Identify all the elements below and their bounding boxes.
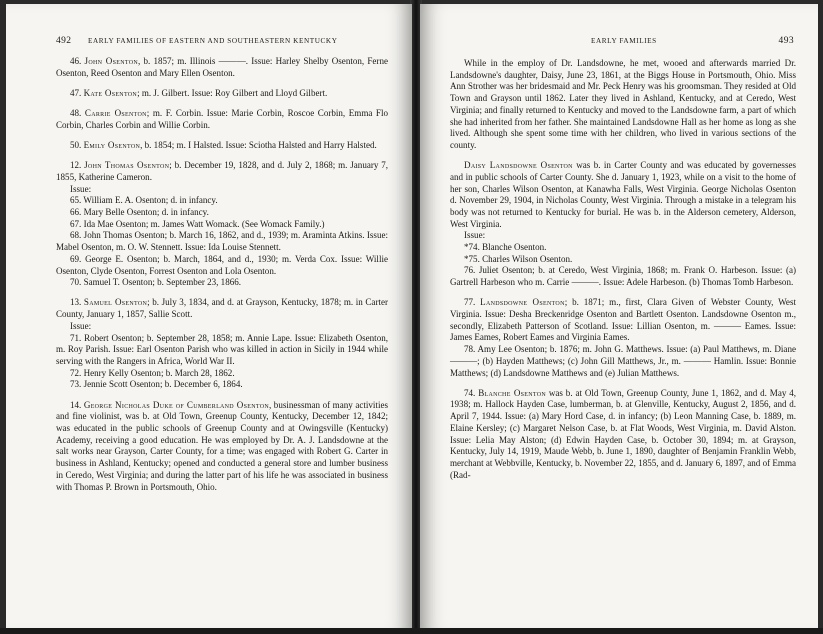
left-page: [6, 4, 412, 632]
child-entry: *75. Charles Wilson Osenton.: [464, 253, 573, 264]
issue-label: Issue:: [464, 230, 486, 241]
person-name: George Nicholas Duke of Cumberland Osenton: [83, 399, 269, 410]
person-name: Landsdowne Osenton: [480, 297, 565, 308]
child-entry: 66. Mary Belle Osenton; d. in infancy.: [70, 207, 209, 218]
child-entry: 67. Ida Mae Osenton; m. James Watt Womack. (See Womack Family.): [70, 218, 325, 229]
child-entry: 78. Amy Lee Osenton; b. 1876; m. John G. Matthews. Issue: (a) Paul Matthews, m. Diane ———; (b) Hayden Matthews; (c) John Gill Matthews, Jr., m. ——— Hamlin. Issue: Bonnie Matthews; (d) Landsdowne Matthews and (e) Julian Matthews.: [450, 344, 796, 378]
child-entry: 69. George E. Osenton; b. March, 1864, and d., 1930; m. Verda Cox. Issue: Willie Osenton, Clyde Osenton, Forrest Osenton and Lola Osenton.: [56, 253, 388, 276]
right-page-number: 493: [778, 36, 794, 46]
child-entry: 70. Samuel T. Osenton; b. September 23, 1866.: [70, 277, 242, 288]
left-page-body: [56, 56, 388, 502]
issue-label: Issue:: [70, 183, 92, 194]
entry-paragraph: 50. Emily Osenton, b. 1854; m. I Halsted. Issue: Sciotha Halsted and Harry Halsted.: [70, 140, 377, 151]
entry-paragraph: 14. George Nicholas Duke of Cumberland Osenton, businessman of many activities and fine violinist, was b. at Old Town, Greenup County, Kentucky, December 12, 1842; was educated in the public schools of Greenup County and at Owingsville (Kentucky) Academy, receiving a good education. He was employed by Dr. A. J. Landsdowne at the salt works near Grayson, Carter County, for a time; was engaged with Robert G. Carter in business in Ashland, Kentucky; opened and conducted a general store and lumber business in Ceredo, West Virginia; and during the latter part of his life he was associated in business with Thomas P. Brown in Portsmouth, Ohio.: [56, 399, 388, 492]
person-name: John Thomas Osenton: [84, 160, 170, 171]
entry-paragraph: 47. Kate Osenton; m. J. Gilbert. Issue: Roy Gilbert and Lloyd Gilbert.: [70, 87, 328, 98]
entry-paragraph: 46. John Osenton, b. 1857; m. Illinois ———. Issue: Harley Shelby Osenton, Ferne Osenton, Reed Osenton and Mary Ellen Osenton.: [56, 56, 388, 78]
right-running-head: EARLY FAMILIES: [591, 37, 657, 45]
child-entry: 72. Henry Kelly Osenton; b. March 28, 1862.: [70, 367, 235, 378]
right-page-body: [450, 58, 796, 490]
right-page: [420, 4, 818, 632]
issue-label: Issue:: [70, 320, 92, 331]
child-entry: 65. William E. A. Osenton; d. in infancy.: [70, 195, 218, 206]
continued-paragraph: While in the employ of Dr. Landsdowne, he met, wooed and afterwards married Dr. Landsdowne's daughter, Daisy, June 23, 1861, at the Biggs House in Portsmouth, Ohio. Miss Ann Strother was her bridesmaid and Mr. Peck Henry was his groomsman. They resided at Old Town and Grayson until 1862. Later they lived in Ashland, Kentucky, and at Ceredo, West Virginia; and finally returned to Kentucky and moved to the Landsdowne farm, a part of which she had inherited from her father. She maintained Landsdowne Hall as her home as long as she lived. Although she spent some time with her children, who lived in various sections of the county.: [450, 58, 796, 150]
person-name: Kate Osenton: [83, 87, 138, 98]
child-entry: 73. Jennie Scott Osenton; b. December 6, 1864.: [70, 379, 243, 390]
entry-paragraph: 77. Landsdowne Osenton; b. 1871; m., first, Clara Given of Webster County, West Virginia. Issue: Desha Breckenridge Osenton and Bartlett Osenton. Landsdowne Osenton m., secondly, Elizabeth Patterson of Scotland. Issue: Lillian Osenton, m. ——— Eames. Issue: James Eames, Robert Eames and Virginia Eames.: [450, 297, 796, 343]
left-page-number: 492: [56, 36, 72, 46]
child-entry: 68. John Thomas Osenton; b. March 16, 1862, and d., 1939; m. Araminta Atkins. Issue: Mabel Osenton, m. O. W. Stennett. Issue: Ida Louise Stennett.: [56, 230, 388, 253]
child-entry: 76. Juliet Osenton; b. at Ceredo, West Virginia, 1868; m. Frank O. Harbeson. Issue: (a) Gartrell Harbeson who m. Carrie ———. Issue: Adele Harbeson. (b) Thomas Tomb Harbeson.: [450, 265, 796, 288]
entry-paragraph: 12. John Thomas Osenton; b. December 19, 1828, and d. July 2, 1868; m. January 7, 1855, Katherine Cameron.: [56, 160, 389, 182]
person-name: Samuel Osenton: [83, 297, 148, 308]
person-name: John Osenton: [84, 56, 138, 66]
left-running-head: EARLY FAMILIES OF EASTERN AND SOUTHEASTERN KENTUCKY: [88, 37, 338, 45]
entry-paragraph: 48. Carrie Osenton; m. F. Corbin. Issue: Marie Corbin, Roscoe Corbin, Emma Flo Corbin, Charles Corbin and Willie Corbin.: [56, 108, 389, 130]
person-name: Emily Osenton: [83, 140, 141, 151]
entry-paragraph: 13. Samuel Osenton; b. July 3, 1834, and d. at Grayson, Kentucky, 1878; m. in Carter County, January 1, 1857, Sallie Scott.: [56, 297, 389, 320]
child-entry: *74. Blanche Osenton.: [464, 242, 547, 253]
person-name: Daisy Landsdowne Osenton: [464, 160, 573, 171]
child-entry: 71. Robert Osenton; b. September 28, 1858; m. Annie Lape. Issue: Elizabeth Osenton, m. Roy Parish. Issue: Earl Osenton Parish who was killed in action in Sicily in 1944 while serving with the Rangers in Africa, World War II.: [56, 332, 388, 366]
bottom-edge: [0, 628, 823, 634]
person-name: Blanche Osenton: [478, 387, 547, 398]
person-name: Carrie Osenton: [84, 108, 147, 119]
entry-paragraph: 74. Blanche Osenton was b. at Old Town, Greenup County, June 1, 1862, and d. May 4, 1938; m. Hallock Hayden Case, lumberman, b. at Glenville, Kentucky, August 2, 1856, and d. April 7, 1944. Issue: (a) Mary Hord Case, d. in infancy; (b) Leon Manning Case, b. 1889, m. Elaine Kersley; (c) Margaret Nelson Case, b. at Flat Woods, West Virginia, m. David Alston. Issue: Lelia May Alston; (d) Edwin Hayden Case, b. October 30, 1894; m. at Grayson, Kentucky, July 14, 1919, Maude Webb, b. June 1, 1890, daughter of Benjamin Franklin Webb, merchant at Webbville, Kentucky, b. November 22, 1855, and d. January 6, 1897, and of Emma (Rad-: [450, 387, 797, 480]
entry-paragraph: Daisy Landsdowne Osenton was b. in Carter County and was educated by governesses and in public schools of Carter County. She d. January 1, 1923, while on a visit to the home of her son, Charles Wilson Osenton, at Kanawha Falls, West Virginia. George Nicholas Osenton d. November 29, 1904, in Nicholas County, West Virginia. Through a mistake in a telegram his body was not returned to Kentucky for burial. He was b. in the Alderson cemetery, Alderson, West Virginia.: [450, 160, 797, 229]
